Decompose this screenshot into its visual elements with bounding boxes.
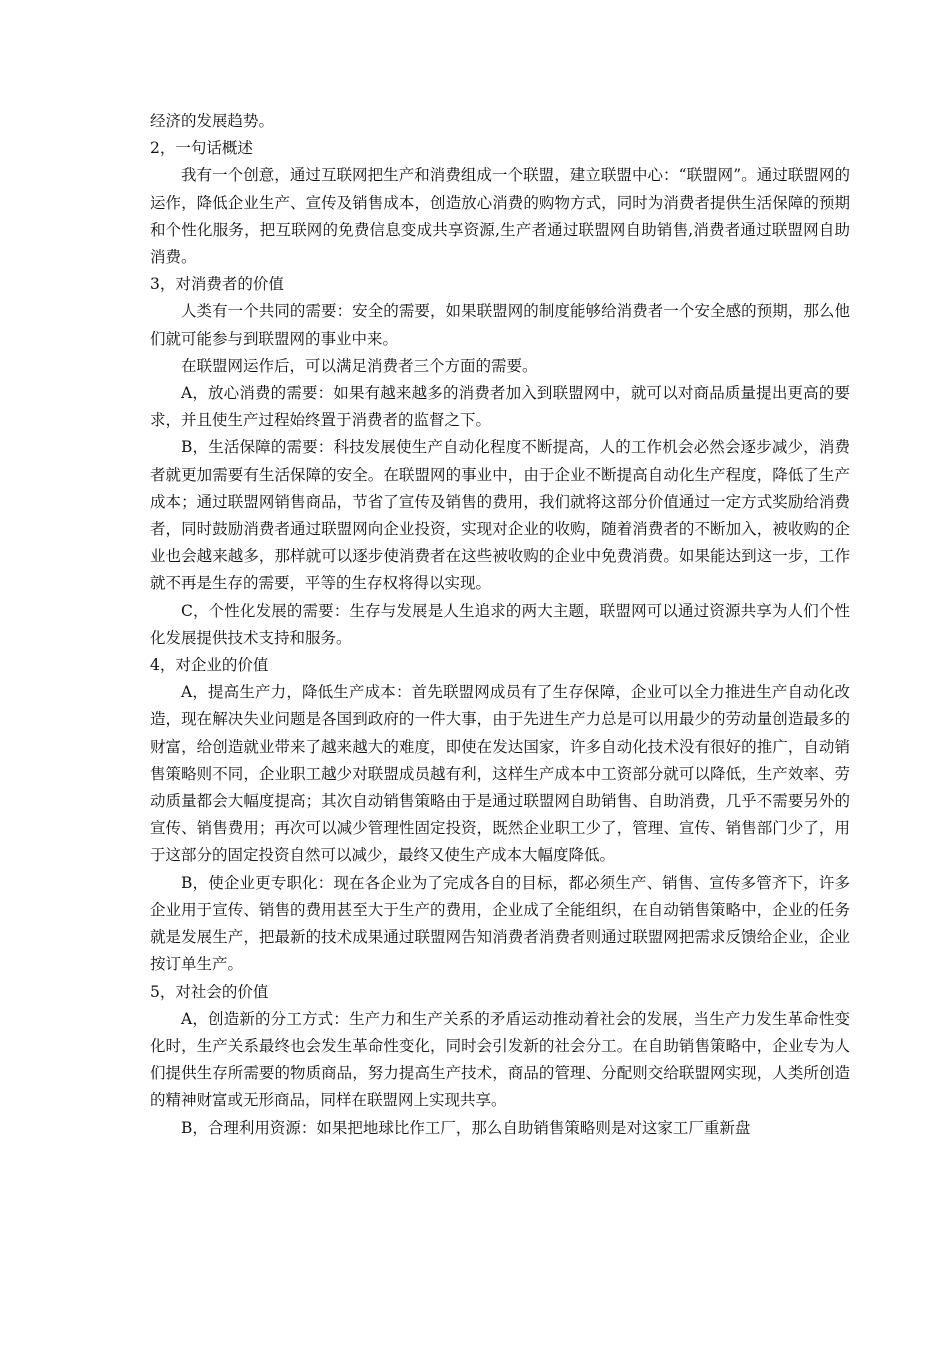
paragraph-society-b: B，合理利用资源：如果把地球比作工厂，那么自助销售策略则是对这家工厂重新盘 bbox=[181, 1118, 751, 1137]
paragraph-security-need: 人类有一个共同的需要：安全的需要，如果联盟网的制度能够给消费者一个安全感的预期，那么他们就可能参与到联盟网的事业中来。 bbox=[150, 302, 850, 348]
paragraph-continuation: 经济的发展趋势。 bbox=[150, 112, 275, 130]
heading-value-to-consumers: 3，对消费者的价值 bbox=[150, 275, 284, 294]
paragraph-need-b: B，生活保障的需要：科技发展使生产自动化程度不断提高，人的工作机会必然会逐步减少，消费者就更加需要有生活保障的安全。在联盟网的事业中，由于企业不断提高自动化生产程度，降低了生产成本；通过联盟网销售商品，节省了宣传及销售的费用，我们就将这部分价值通过一定方式奖励给消费者，同时鼓励消费者通过联盟网向企业投资，实现对企业的收购，随着消费者的不断加入，被收购的企业也会越来越多，那样就可以逐步使消费者在这些被收购的企业中免费消费。如果能达到这一步，工作就不再是生存的需要，平等的生存权将得以实现。 bbox=[150, 438, 850, 593]
paragraph-idea: 我有一个创意，通过互联网把生产和消费组成一个联盟，建立联盟中心：“联盟网”。通过联盟网的运作，降低企业生产、宣传及销售成本，创造放心消费的购物方式，同时为消费者提供生活保障的预期和个性化服务，把互联网的免费信息变成共享资源,生产者通过联盟网自助销售,消费者通过联盟网自助消费。 bbox=[150, 166, 850, 267]
paragraph-need-c: C，个性化发展的需要：生存与发展是人生追求的两大主题，联盟网可以通过资源共享为人们个性化发展提供技术支持和服务。 bbox=[150, 601, 850, 647]
heading-value-to-enterprises: 4，对企业的价值 bbox=[150, 656, 269, 675]
paragraph-need-a: A，放心消费的需要：如果有越来越多的消费者加入到联盟网中，就可以对商品质量提出更高的要求，并且使生产过程始终置于消费者的监督之下。 bbox=[150, 384, 850, 430]
document-page bbox=[150, 108, 850, 1142]
paragraph-enterprise-a: A，提高生产力，降低生产成本：首先联盟网成员有了生存保障，企业可以全力推进生产自动化改造，现在解决失业问题是各国到政府的一件大事，由于先进生产力总是可以用最少的劳动量创造最多的财富，给创造就业带来了越来越大的难度，即使在发达国家，许多自动化技术没有很好的推广，自动销售策略则不同，企业职工越少对联盟成员越有利，这样生产成本中工资部分就可以降低，生产效率、劳动质量都会大幅度提高；其次自动销售策略由于是通过联盟网自助销售、自助消费，几乎不需要另外的宣传、销售费用；再次可以减少管理性固定投资，既然企业职工少了，管理、宣传、销售部门少了，用于这部分的固定投资自然可以减少，最终又使生产成本大幅度降低。 bbox=[150, 683, 850, 865]
paragraph-society-a: A，创造新的分工方式：生产力和生产关系的矛盾运动推动着社会的发展，当生产力发生革命性变化时，生产关系最终也会发生革命性变化，同时会引发新的社会分工。在自助销售策略中，企业专为人们提供生存所需要的物质商品，努力提高生产技术，商品的管理、分配则交给联盟网实现，人类所创造的精神财富或无形商品，同样在联盟网上实现共享。 bbox=[150, 1009, 850, 1110]
paragraph-enterprise-b: B，使企业更专职化：现在各企业为了完成各自的目标，都必须生产、销售、宣传多管齐下，许多企业用于宣传、销售的费用甚至大于生产的费用，企业成了全能组织，在自动销售策略中，企业的任务就是发展生产，把最新的技术成果通过联盟网告知消费者消费者则通过联盟网把需求反馈给企业，企业按订单生产。 bbox=[150, 873, 850, 974]
paragraph-three-needs: 在联盟网运作后，可以满足消费者三个方面的需要。 bbox=[181, 356, 538, 375]
heading-one-sentence-summary: 2，一句话概述 bbox=[150, 139, 253, 158]
heading-value-to-society: 5，对社会的价值 bbox=[150, 982, 269, 1001]
